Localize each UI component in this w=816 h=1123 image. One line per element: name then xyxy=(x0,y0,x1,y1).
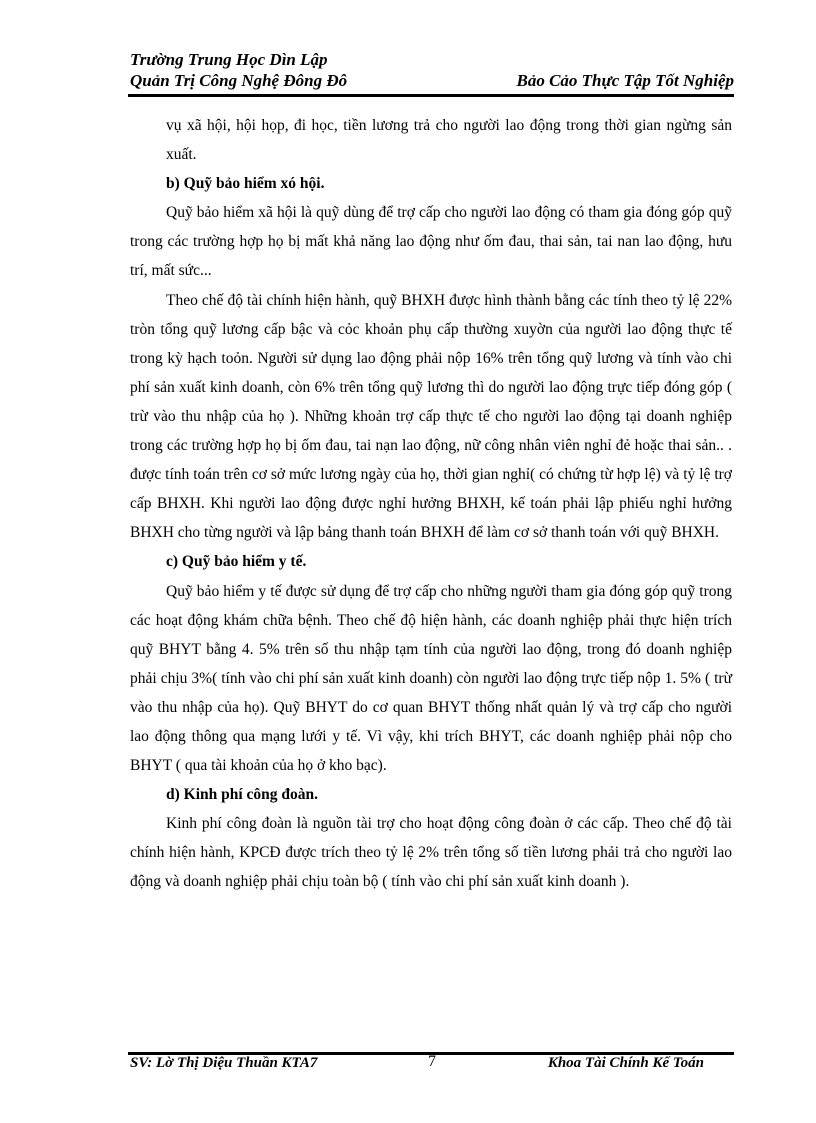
page-header xyxy=(130,50,734,92)
heading-union-fund: d) Kinh phí công đoàn. xyxy=(166,786,319,804)
document-body xyxy=(130,111,732,897)
header-row xyxy=(130,70,734,92)
paragraph-union-fund: Kinh phí công đoàn là nguồn tài trợ cho hoạt động công đoàn ở các cấp. Theo chế độ tài chính hiện hành, KPCĐ được trích theo tỷ lệ 2% trên tổng số tiền lương phải trả cho người lao động và doanh nghiệp phải chịu toàn bộ ( tính vào chi phí sản xuất kinh doanh ). xyxy=(130,815,732,891)
paragraph-social-insurance-regime: Theo chế độ tài chính hiện hành, quỹ BHXH được hình thành bằng các tính theo tỷ lệ 22% tròn tổng quỹ lương cấp bậc và cỏc khoản phụ cấp thường xuyờn của người lao động thực tế trong kỳ hạch toỏn. Người sử dụng lao động phải nộp 16% trên tổng quỹ lương và tính vào chi phí sản xuất kinh doanh, còn 6% trên tổng quỹ lương thì do người lao động trực tiếp đóng góp ( trừ vào thu nhập của họ ). Những khoản trợ cấp thực tế cho người lao động tại doanh nghiệp trong các trường hợp họ bị ốm đau, tai nạn lao động, nữ công nhân viên nghỉ đẻ hoặc thai sản.. . được tính toán trên cơ sở mức lương ngày của họ, thời gian nghỉ( có chứng từ hợp lệ) và tỷ lệ trợ cấp BHXH. Khi người lao động được nghỉ hưởng BHXH, kế toán phải lập phiếu nghỉ hưởng BHXH cho từng người và lập bảng thanh toán BHXH để làm cơ sở thanh toán với quỹ BHXH. xyxy=(130,291,732,542)
faculty-name: Khoa Tài Chính Kế Toán xyxy=(547,1055,704,1071)
page-footer xyxy=(130,1055,734,1077)
paragraph-social-insurance-definition: Quỹ bảo hiểm xã hội là quỹ dùng để trợ cấp cho người lao động có tham gia đóng góp quỹ trong các trường hợp họ bị mất khả năng lao động như ốm đau, thai sản, tai nan lao động, hưu trí, mất sức... xyxy=(130,204,732,280)
report-title: Bảo Cảo Thực Tập Tốt Nghiệp xyxy=(516,71,734,90)
header-divider xyxy=(128,94,734,97)
heading-social-insurance: b) Quỹ bảo hiểm xó hội. xyxy=(166,175,325,193)
page-number: 7 xyxy=(428,1053,436,1070)
school-name-line1: Trường Trung Học Dìn Lập xyxy=(130,50,328,69)
heading-health-insurance: c) Quỹ bảo hiểm y tế. xyxy=(166,553,307,571)
paragraph-continuation: vụ xã hội, hội họp, đi học, tiền lương trả cho người lao động trong thời gian ngừng sản xuất. xyxy=(166,117,732,164)
school-name-line2: Quản Trị Công Nghệ Đông Đô xyxy=(130,71,348,90)
paragraph-health-insurance: Quỹ bảo hiểm y tế được sử dụng để trợ cấp cho những người tham gia đóng góp quỹ trong các hoạt động khám chữa bệnh. Theo chế độ hiện hành, các doanh nghiệp phải thực hiện trích quỹ BHYT bằng 4. 5% trên số thu nhập tạm tính của người lao động, trong đó doanh nghiệp phải chịu 3%( tính vào chi phí sản xuất kinh doanh) còn người lao động trực tiếp nộp 1. 5% ( trừ vào thu nhập của họ). Quỹ BHYT do cơ quan BHYT thống nhất quản lý và trợ cấp cho người lao động thông qua mạng lưới y tế. Vì vậy, khi trích BHYT, các doanh nghiệp phải nộp cho BHYT ( qua tài khoản của họ ở kho bạc). xyxy=(130,582,732,775)
student-name: SV: Lờ Thị Diệu Thuần KTA7 xyxy=(130,1055,318,1071)
